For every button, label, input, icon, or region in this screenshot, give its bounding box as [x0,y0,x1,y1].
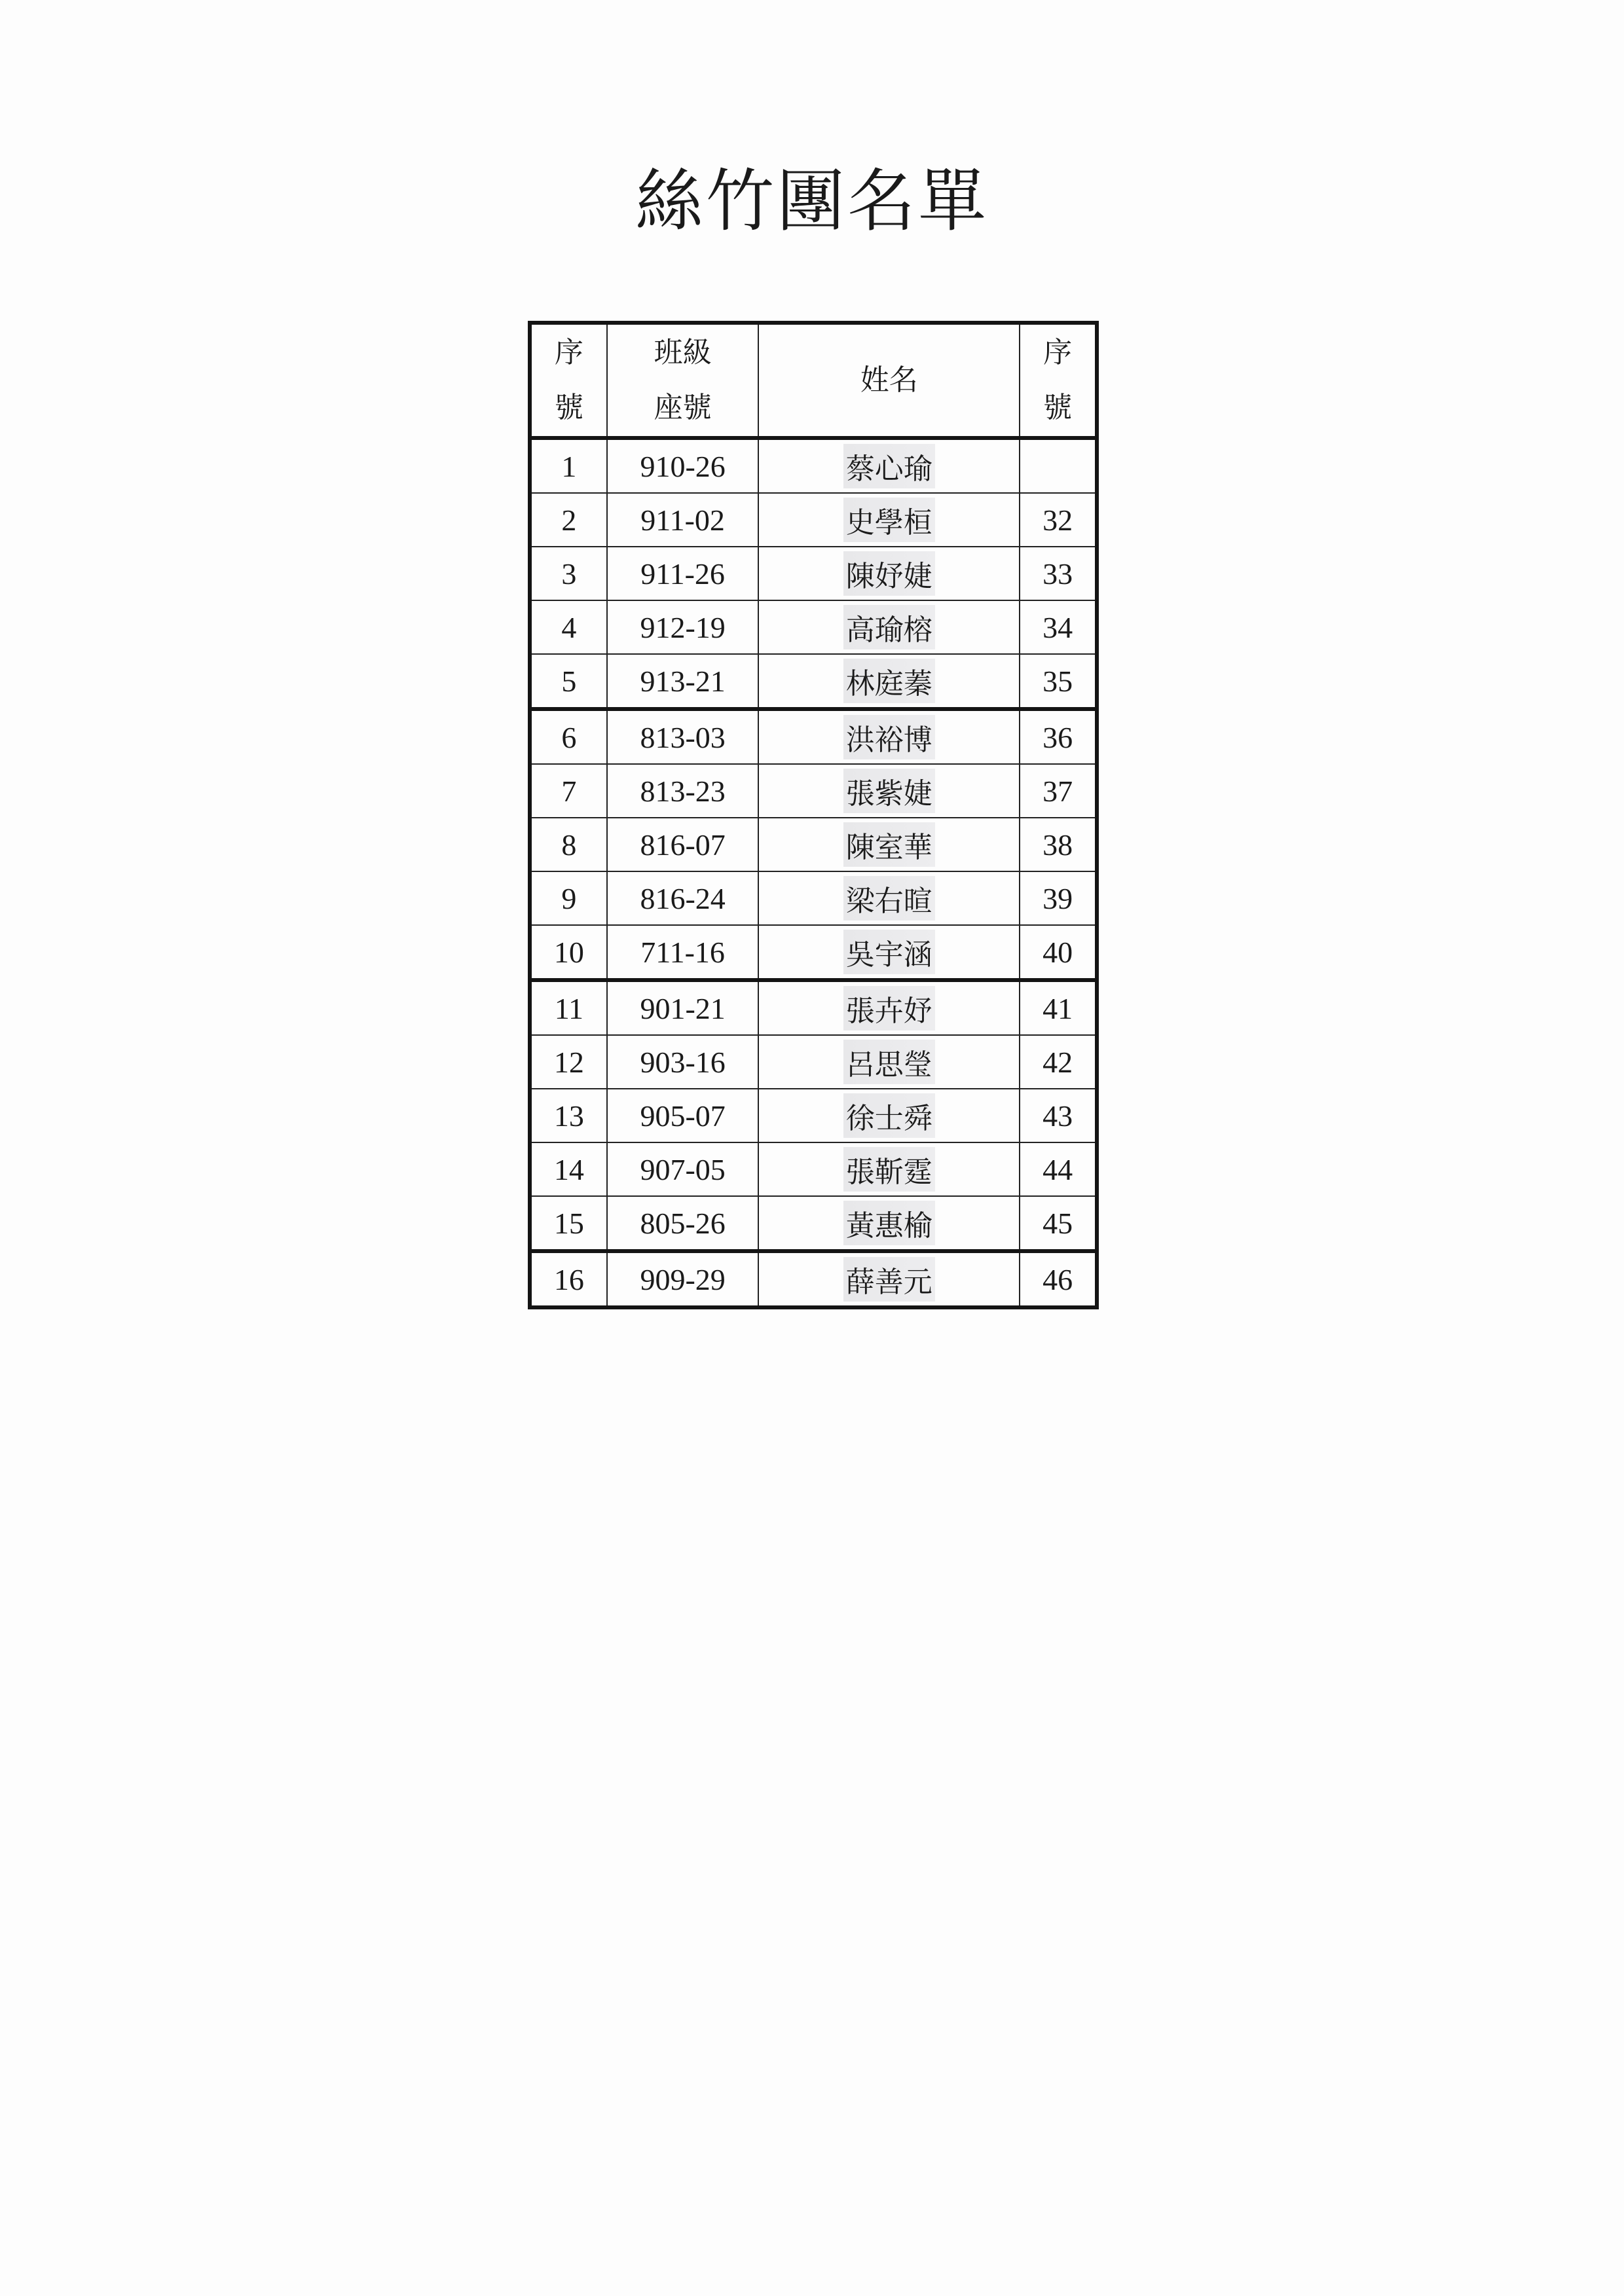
cell-seq2: 35 [1020,654,1097,709]
cell-class-seat: 907-05 [607,1142,759,1196]
cell-class-seat: 711-16 [607,925,759,980]
table-row [530,925,1097,980]
cell-seq: 13 [530,1089,607,1142]
header-seq-line2: 號 [554,391,583,424]
header-seq2-line2: 號 [1043,391,1073,424]
header-class-seat [607,323,759,438]
table-row [530,1142,1097,1196]
cell-seq: 8 [530,818,607,871]
cell-seq: 5 [530,654,607,709]
cell-seq2: 34 [1020,600,1097,654]
cell-name [758,493,1020,547]
cell-name [758,980,1020,1035]
table-row [530,1089,1097,1142]
cell-seq2: 42 [1020,1035,1097,1089]
cell-seq2: 44 [1020,1142,1097,1196]
table-row [530,438,1097,493]
cell-name [758,1196,1020,1251]
name-text: 陳室華 [843,822,935,867]
cell-seq: 3 [530,547,607,600]
table-row [530,547,1097,600]
roster-table [528,321,1099,1309]
cell-name [758,654,1020,709]
table-row [530,654,1097,709]
header-class-seat-line2: 座號 [654,391,712,424]
cell-seq: 12 [530,1035,607,1089]
cell-name [758,764,1020,818]
cell-seq2: 39 [1020,871,1097,925]
name-text: 薛善元 [843,1257,935,1302]
cell-seq2: 36 [1020,709,1097,764]
name-text: 史學桓 [843,498,935,542]
header-class-seat-line1: 班級 [654,336,712,369]
cell-class-seat: 901-21 [607,980,759,1035]
name-text: 吳宇涵 [843,930,935,974]
cell-class-seat: 816-07 [607,818,759,871]
cell-seq2: 45 [1020,1196,1097,1251]
cell-class-seat: 903-16 [607,1035,759,1089]
table-row [530,764,1097,818]
cell-class-seat: 912-19 [607,600,759,654]
cell-seq: 4 [530,600,607,654]
name-text: 洪裕博 [843,715,935,759]
cell-name [758,818,1020,871]
table-row [530,709,1097,764]
cell-name [758,925,1020,980]
name-text: 張紫婕 [843,769,935,813]
cell-seq: 14 [530,1142,607,1196]
name-text: 呂思瑩 [843,1040,935,1084]
name-text: 林庭蓁 [843,659,935,703]
cell-seq: 11 [530,980,607,1035]
table-row [530,871,1097,925]
table-row [530,1196,1097,1251]
name-text: 黃惠榆 [843,1201,935,1245]
name-text: 蔡心瑜 [843,444,935,488]
cell-class-seat: 813-23 [607,764,759,818]
cell-name [758,1089,1020,1142]
cell-seq2 [1020,438,1097,493]
cell-seq2: 46 [1020,1251,1097,1307]
table-row [530,600,1097,654]
cell-name [758,600,1020,654]
cell-name [758,1142,1020,1196]
cell-seq: 7 [530,764,607,818]
cell-seq2: 37 [1020,764,1097,818]
cell-seq2: 41 [1020,980,1097,1035]
cell-seq: 15 [530,1196,607,1251]
cell-class-seat: 911-26 [607,547,759,600]
header-seq-line1: 序 [554,336,583,369]
header-seq [530,323,607,438]
cell-seq: 1 [530,438,607,493]
cell-name [758,871,1020,925]
table-row [530,818,1097,871]
cell-class-seat: 816-24 [607,871,759,925]
cell-name [758,1035,1020,1089]
cell-seq2: 40 [1020,925,1097,980]
cell-class-seat: 813-03 [607,709,759,764]
name-text: 高瑜榕 [843,605,935,649]
cell-seq: 10 [530,925,607,980]
cell-name [758,709,1020,764]
table-row [530,1035,1097,1089]
name-text: 徐士舜 [843,1093,935,1138]
name-text: 張靳霆 [843,1147,935,1192]
name-text: 陳妤婕 [843,551,935,596]
header-seq2 [1020,323,1097,438]
table-row [530,493,1097,547]
cell-seq: 16 [530,1251,607,1307]
header-name: 姓名 [758,323,1020,438]
cell-name [758,438,1020,493]
cell-name [758,1251,1020,1307]
table-row [530,980,1097,1035]
page-title: 絲竹團名單 [635,161,989,241]
cell-seq: 6 [530,709,607,764]
cell-seq2: 32 [1020,493,1097,547]
cell-class-seat: 910-26 [607,438,759,493]
cell-class-seat: 905-07 [607,1089,759,1142]
header-seq2-line1: 序 [1043,336,1073,369]
name-text: 梁右暄 [843,876,935,920]
roster-body [530,438,1097,1307]
cell-class-seat: 909-29 [607,1251,759,1307]
cell-seq2: 33 [1020,547,1097,600]
cell-seq2: 38 [1020,818,1097,871]
header-row [530,323,1097,438]
cell-seq: 2 [530,493,607,547]
cell-class-seat: 911-02 [607,493,759,547]
cell-class-seat: 913-21 [607,654,759,709]
cell-seq2: 43 [1020,1089,1097,1142]
table-row [530,1251,1097,1307]
cell-class-seat: 805-26 [607,1196,759,1251]
name-text: 張卉妤 [843,986,935,1030]
cell-seq: 9 [530,871,607,925]
cell-name [758,547,1020,600]
